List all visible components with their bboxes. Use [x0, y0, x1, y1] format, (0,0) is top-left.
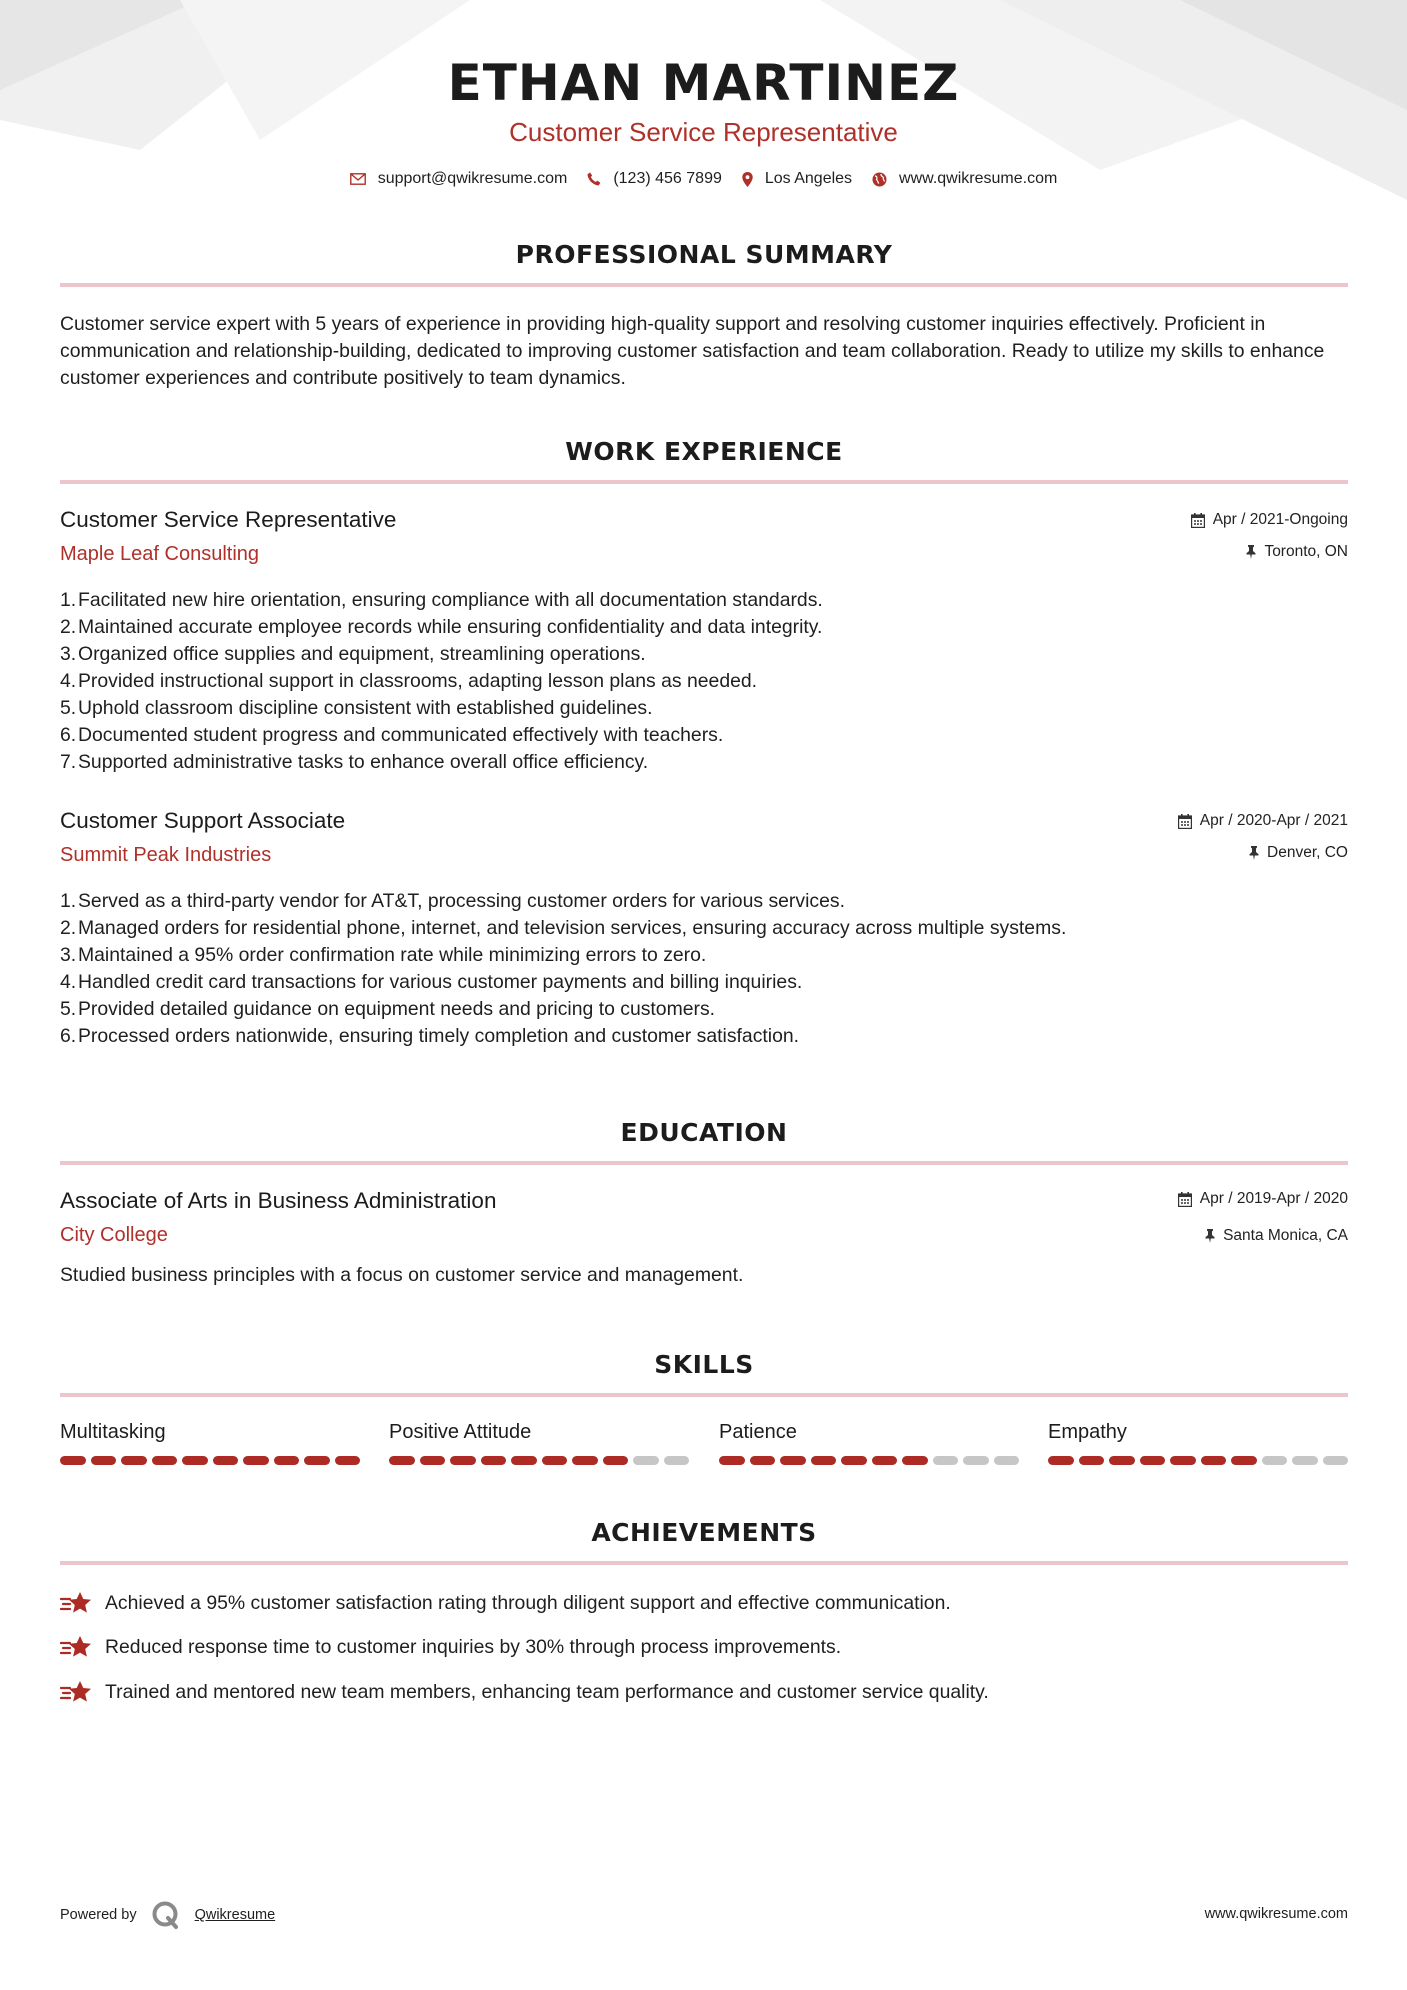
job-bullets	[60, 888, 1348, 1050]
envelope-icon	[350, 173, 366, 185]
achievements-heading: ACHIEVEMENTS	[591, 1518, 817, 1547]
job-entry	[60, 808, 1348, 867]
skill-level-dot	[811, 1456, 837, 1465]
skill-level-dot	[994, 1456, 1020, 1465]
education-meta	[1178, 1190, 1348, 1245]
job-location-text: Denver, CO	[1267, 844, 1348, 861]
contact-phone-text: (123) 456 7899	[613, 170, 722, 187]
contact-phone[interactable]	[587, 170, 722, 188]
skill-level-dot	[902, 1456, 928, 1465]
job-location	[1178, 844, 1348, 862]
skill-level-dot	[841, 1456, 867, 1465]
education-description: Studied business principles with a focus on customer service and management.	[60, 1264, 744, 1286]
skill-level-dot	[664, 1456, 690, 1465]
job-date-text: Apr / 2020-Apr / 2021	[1199, 812, 1348, 829]
map-marker-icon	[742, 172, 753, 187]
qwikresume-logo-icon	[151, 1900, 181, 1930]
achievement-item	[60, 1590, 1348, 1616]
list-item: 6. Documented student progress and communicated effectively with teachers.	[60, 724, 724, 746]
education-location-text: Santa Monica, CA	[1223, 1227, 1348, 1244]
job-entry	[60, 507, 1348, 566]
list-item: 6. Processed orders nationwide, ensuring timely completion and customer satisfaction.	[60, 1025, 800, 1047]
skill-level-dot	[182, 1456, 208, 1465]
skill-level-dot	[1079, 1456, 1105, 1465]
resume-header	[0, 56, 1407, 188]
contact-bar	[0, 170, 1407, 188]
skill-level-dot	[1109, 1456, 1135, 1465]
skill-level-bar	[389, 1456, 689, 1465]
skill-level-dot	[1323, 1456, 1349, 1465]
education-heading: EDUCATION	[620, 1118, 788, 1147]
list-item: 3. Maintained a 95% order confirmation rate while minimizing errors to zero.	[60, 944, 707, 966]
summary-text: Customer service expert with 5 years of experience in providing high-quality support and resolving customer inquiries effectively. Proficient in communication and relationship-building, dedicated to improving customer satisfaction and team collaboration. Ready to utilize my skills to enhance customer experiences and contribute positively to team dynamics.	[60, 313, 1325, 389]
list-item: 1. Served as a third-party vendor for AT&T, processing customer orders for various services.	[60, 890, 845, 912]
list-item: 2. Maintained accurate employee records while ensuring confidentiality and data integrity.	[60, 616, 823, 638]
skill-level-dot	[1231, 1456, 1257, 1465]
education-divider	[60, 1161, 1348, 1165]
skills-divider	[60, 1393, 1348, 1397]
candidate-title: Customer Service Representative	[509, 117, 898, 147]
skill-name: Multitasking	[60, 1421, 166, 1443]
skills-heading: SKILLS	[654, 1350, 754, 1379]
experience-heading: WORK EXPERIENCE	[565, 437, 843, 466]
skill-level-dot	[872, 1456, 898, 1465]
skill-level-dot	[1262, 1456, 1288, 1465]
skill-level-dot	[213, 1456, 239, 1465]
skill-level-dot	[1048, 1456, 1074, 1465]
contact-email-text: support@qwikresume.com	[377, 170, 568, 187]
skill-level-dot	[91, 1456, 117, 1465]
contact-website-text: www.qwikresume.com	[899, 170, 1058, 187]
education-date	[1178, 1190, 1348, 1208]
skill-level-dot	[963, 1456, 989, 1465]
achievements-divider	[60, 1561, 1348, 1565]
job-meta	[1191, 511, 1348, 561]
contact-location	[742, 170, 852, 188]
experience-divider	[60, 480, 1348, 484]
degree-title: Associate of Arts in Business Administration	[60, 1188, 497, 1213]
calendar-icon	[1178, 1192, 1192, 1207]
list-item: 4. Provided instructional support in classrooms, adapting lesson plans as needed.	[60, 670, 758, 692]
skill-level-dot	[719, 1456, 745, 1465]
skill-item	[60, 1421, 360, 1465]
skill-name: Empathy	[1048, 1421, 1127, 1443]
skill-level-dot	[389, 1456, 415, 1465]
education-date-text: Apr / 2019-Apr / 2020	[1199, 1190, 1348, 1207]
skill-level-dot	[603, 1456, 629, 1465]
footer-website[interactable]: www.qwikresume.com	[1204, 1906, 1348, 1922]
skill-name: Patience	[719, 1421, 797, 1443]
skill-level-dot	[750, 1456, 776, 1465]
contact-location-text: Los Angeles	[764, 170, 853, 187]
job-bullets	[60, 587, 1348, 776]
education-location	[1178, 1227, 1348, 1245]
list-item: 5. Provided detailed guidance on equipment needs and pricing to customers.	[60, 998, 716, 1020]
skill-level-dot	[1170, 1456, 1196, 1465]
pushpin-icon	[1246, 545, 1256, 559]
skill-level-dot	[542, 1456, 568, 1465]
skill-level-dot	[481, 1456, 507, 1465]
skill-item	[1048, 1421, 1348, 1465]
summary-divider	[60, 283, 1348, 287]
job-date	[1191, 511, 1348, 529]
contact-website[interactable]	[872, 170, 1057, 188]
job-location	[1191, 543, 1348, 561]
list-item: 7. Supported administrative tasks to enhance overall office efficiency.	[60, 751, 649, 773]
job-location-text: Toronto, ON	[1264, 543, 1348, 560]
job-meta	[1178, 812, 1348, 862]
star-icon	[60, 1679, 93, 1705]
skill-level-dot	[1292, 1456, 1318, 1465]
skill-level-dot	[933, 1456, 959, 1465]
calendar-icon	[1178, 814, 1192, 829]
achievement-text: Reduced response time to customer inquiries by 30% through process improvements.	[105, 1635, 842, 1658]
list-item: 5. Uphold classroom discipline consistent with established guidelines.	[60, 697, 653, 719]
pushpin-icon	[1249, 846, 1259, 860]
star-icon	[60, 1634, 93, 1660]
job-date-text: Apr / 2021-Ongoing	[1212, 511, 1348, 528]
job-date	[1178, 812, 1348, 830]
skill-name: Positive Attitude	[389, 1421, 532, 1443]
achievement-text: Achieved a 95% customer satisfaction rating through diligent support and effective communication.	[105, 1591, 951, 1614]
skill-level-dot	[780, 1456, 806, 1465]
skill-level-dot	[420, 1456, 446, 1465]
calendar-icon	[1191, 513, 1205, 528]
skill-level-dot	[121, 1456, 147, 1465]
skill-level-dot	[1140, 1456, 1166, 1465]
skill-level-dot	[60, 1456, 86, 1465]
powered-by-label: Powered by	[60, 1907, 137, 1923]
skill-level-dot	[304, 1456, 330, 1465]
job-company: Summit Peak Industries	[60, 844, 272, 866]
school-name: City College	[60, 1224, 168, 1246]
skill-level-dot	[243, 1456, 269, 1465]
job-title: Customer Support Associate	[60, 808, 346, 833]
skill-level-dot	[511, 1456, 537, 1465]
star-icon	[60, 1590, 93, 1616]
list-item: 1. Facilitated new hire orientation, ensuring compliance with all documentation standards.	[60, 589, 823, 611]
globe-icon	[872, 172, 887, 187]
skill-level-dot	[335, 1456, 361, 1465]
skill-level-dot	[152, 1456, 178, 1465]
list-item: 4. Handled credit card transactions for various customer payments and billing inquiries.	[60, 971, 803, 993]
education-entry	[60, 1188, 1348, 1247]
skill-level-dot	[1201, 1456, 1227, 1465]
skill-level-dot	[274, 1456, 300, 1465]
skill-item	[389, 1421, 689, 1465]
summary-heading: PROFESSIONAL SUMMARY	[515, 240, 893, 269]
contact-email[interactable]	[350, 170, 568, 188]
candidate-name: ETHAN MARTINEZ	[447, 54, 960, 112]
skill-level-dot	[450, 1456, 476, 1465]
skill-level-dot	[572, 1456, 598, 1465]
list-item: 3. Organized office supplies and equipment, streamlining operations.	[60, 643, 646, 665]
achievement-item	[60, 1679, 1348, 1705]
achievement-text: Trained and mentored new team members, enhancing team performance and customer service quality.	[105, 1680, 989, 1703]
list-item: 2. Managed orders for residential phone, internet, and television services, ensuring accuracy across multiple systems.	[60, 917, 1067, 939]
footer-powered-by	[60, 1900, 275, 1930]
skill-level-bar	[719, 1456, 1019, 1465]
phone-icon	[587, 172, 601, 186]
skill-level-dot	[633, 1456, 659, 1465]
job-company: Maple Leaf Consulting	[60, 543, 260, 565]
qwikresume-link[interactable]: Qwikresume	[194, 1907, 276, 1923]
achievement-item	[60, 1634, 1348, 1660]
pushpin-icon	[1205, 1229, 1215, 1243]
skill-item	[719, 1421, 1019, 1465]
skill-level-bar	[60, 1456, 360, 1465]
skill-level-bar	[1048, 1456, 1348, 1465]
job-title: Customer Service Representative	[60, 507, 397, 532]
